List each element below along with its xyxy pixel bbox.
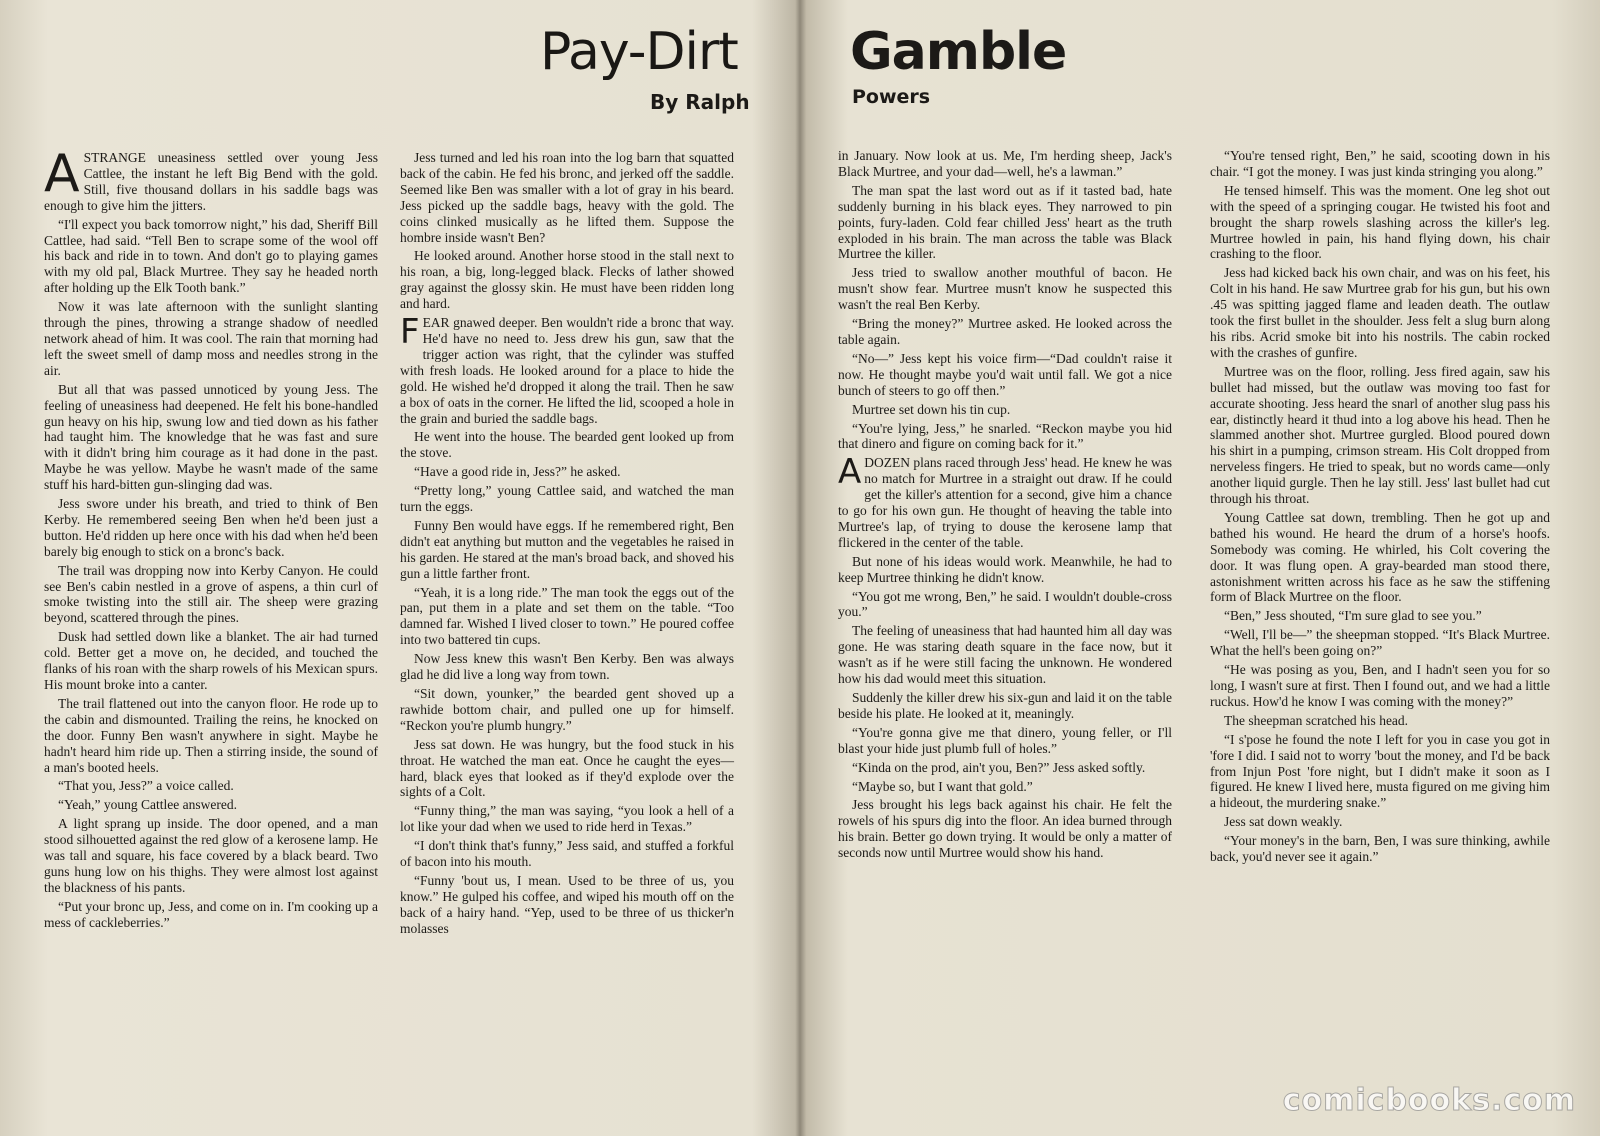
- paragraph: Now it was late afternoon with the sunlight slanting through the pines, throwing a strange shadow of needled network ahead of him. It was cool. The rain that morning had left the sweet smell of damp moss and needles strong in the air.: [44, 299, 378, 378]
- paragraph: A light sprang up inside. The door opened, and a man stood silhouetted against the red glow of a kerosene lamp. He was tall and square, his face covered by a black beard. Two guns hung low on his thighs. They were almost lost against the blackness of his pants.: [44, 816, 378, 895]
- drop-cap: F: [400, 312, 420, 353]
- paragraph: He tensed himself. This was the moment. One leg shot out with the speed of a springing cougar. He twisted his foot and brought the sharp rowels slashing across the killer's leg. Murtree howled in pain, his hand flying down, his chair crashing to the floor.: [1210, 182, 1550, 262]
- paragraph: “Put your bronc up, Jess, and come on in. I'm cooking up a mess of cackleberries.”: [44, 898, 378, 930]
- byline-right: Powers: [852, 86, 931, 108]
- right-page: [810, 0, 1600, 1136]
- paragraph: Jess sat down. He was hungry, but the food stuck in his throat. He watched the man eat. Once he caught the eyes—hard, black eyes that looked as if they'd explode over the sights of a Colt.: [400, 736, 734, 800]
- drop-cap: A: [44, 144, 80, 204]
- paragraph: Funny Ben would have eggs. If he remembered right, Ben didn't eat anything but mutton and the vegetables he raised in his garden. He stared at the man's broad back, and shoved his gun a little farther front.: [400, 517, 734, 581]
- story-title-right: Gamble: [850, 22, 1067, 82]
- paragraph: FEAR gnawed deeper. Ben wouldn't ride a bronc that way. He'd have no need to. Jess drew his gun, saw that the trigger action was right, that the cylinder was stuffed with fresh loads. He looked around for a place to hide the gold. He wished he'd dropped it along the trail. Then he saw a box of oats in the corner. He lifted the lid, scooped a hole in the grain and buried the saddle bags.: [400, 312, 734, 426]
- paragraph: Jess tried to swallow another mouthful of bacon. He musn't show fear. Murtree musn't know he suspected this wasn't the real Ben Kerby.: [838, 265, 1172, 313]
- paragraph: Suddenly the killer drew his six-gun and laid it on the table beside his plate. He looked at it, meaningly.: [838, 690, 1172, 721]
- paragraph: “Pretty long,” young Cattlee said, and watched the man turn the eggs.: [400, 483, 734, 515]
- paragraph: Now Jess knew this wasn't Ben Kerby. Ben was always glad he did live a long way from town.: [400, 651, 734, 683]
- paragraph: Murtree set down his tin cup.: [852, 401, 1011, 417]
- paragraph: Murtree was on the floor, rolling. Jess fired again, saw his bullet had missed, but the outlaw was moving too fast for accurate shooting. Jess heard the snarl of another slug pass his ear, distinctly heard it thud into a log above his head. Then he slammed another shot. Murtree gurgled. Blood poured down his shirt in a pumping, crimson stream. His Colt dropped from nerveless fingers. He tried to speak, but no words came—only another liquid gurgle. Then he lay still. Jess' last bullet had cut through his throat.: [1210, 363, 1550, 507]
- watermark: comicbooks.com: [1282, 1083, 1576, 1118]
- paragraph: ASTRANGE uneasiness settled over young Jess Cattlee, the instant he left Big Bend with the gold. Still, five thousand dollars in his saddle bags was enough to give him the jitters.: [44, 144, 378, 213]
- column-1: [44, 144, 378, 934]
- paragraph: The feeling of uneasiness that had haunted him all day was gone. He was staring death square in the face now, but it wasn't as if he were still facing the unknown. He wondered how his dad would meet this situation.: [838, 623, 1172, 687]
- paragraph: The trail was dropping now into Kerby Canyon. He could see Ben's cabin nestled in a grove of aspens, a thin curl of smoke twisting into the still air. The sheep were grazing beyond, scattered through the pines.: [44, 562, 378, 626]
- column-4: [1210, 148, 1550, 868]
- paragraph: Jess swore under his breath, and tried to think of Ben Kerby. He remembered seeing Ben when he'd been just a button. He'd ridden up here once with his dad when he'd been barely big enough to stick on a bronc's back.: [44, 496, 378, 559]
- paragraph: Jess had kicked back his own chair, and was on his feet, his Colt in his hand. He saw Murtree grab for his gun, but his own .45 was spitting jagged flame and leaden death. The outlaw took the first bullet in the shoulder. Jess felt a slug burn along his ribs. Acrid smoke bit into his nostrils. The cabin rocked with the crashes of gunfire.: [1210, 265, 1550, 360]
- paragraph: The sheepman scratched his head.: [1224, 712, 1409, 728]
- paragraph: He went into the house. The bearded gent looked up from the stove.: [400, 429, 734, 461]
- paragraph: in January. Now look at us. Me, I'm herding sheep, Jack's Black Murtree, and your dad—well, he's a lawman.”: [838, 148, 1172, 179]
- paragraph: “Have a good ride in, Jess?” he asked.: [414, 464, 621, 480]
- paragraph: He looked around. Another horse stood in the stall next to his roan, a big, long-legged black. Flecks of lather showed gray against the glossy skin. He must have been ridden long and hard.: [400, 248, 734, 312]
- paragraph: “Sit down, younker,” the bearded gent shoved up a rawhide bottom chair, and pulled one up for himself. “Reckon you're plumb hungry.”: [400, 686, 734, 733]
- paragraph: “I'll expect you back tomorrow night,” his dad, Sheriff Bill Cattlee, had said. “Tell Ben to scrape some of the wool off his back and ride in to town. And don't go to playing games with my old pal, Black Murtree. They say he headed north after holding up the Elk Tooth bank.”: [44, 216, 378, 296]
- drop-cap: A: [838, 452, 862, 493]
- paragraph: Jess sat down weakly.: [1224, 814, 1343, 830]
- paragraph: ADOZEN plans raced through Jess' head. He knew he was no match for Murtree in a straight out draw. If he could get the killer's attention for a second, give him a chance to go for his own gun. He thought of heaving the table into Murtree's lap, of trying to douse the kerosene lamp that flickered in the center of the table.: [838, 452, 1172, 550]
- story-title-left: Pay-Dirt: [540, 22, 738, 82]
- paragraph: “Maybe so, but I want that gold.”: [852, 778, 1033, 794]
- paragraph: “That you, Jess?” a voice called.: [58, 778, 234, 794]
- paragraph: Jess turned and led his roan into the log barn that squatted back of the cabin. He fed his bronc, and jerked off the saddle. Seemed like Ben was smaller with a lot of gray in his beard. Jess picked up the saddle bags, heavy with the gold. The coins clinked musically as he lifted them. Suppose the hombre inside wasn't Ben?: [400, 150, 734, 245]
- paragraph: “He was posing as you, Ben, and I hadn't seen you for so long, I wasn't sure at first. Then I found out, and we had a little ruckus. How'd he know I was coming with the money?”: [1210, 662, 1550, 709]
- paragraph: “You're lying, Jess,” he snarled. “Reckon maybe you hid that dinero and figure on coming back for it.”: [838, 420, 1172, 452]
- paragraph: “Funny thing,” the man was saying, “you look a hell of a lot like your dad when we used to ride herd in Texas.”: [400, 803, 734, 835]
- column-3: [838, 148, 1172, 864]
- paragraph: The man spat the last word out as if it tasted bad, hate suddenly burning in his black eyes. They narrowed to pin points, fury-laden. Cold fear chilled Jess' heart as the truth exploded in his brain. The man across the table was Black Murtree the killer.: [838, 182, 1172, 262]
- paragraph: “No—” Jess kept his voice firm—“Dad couldn't raise it now. He thought maybe you'd wait until fall. We got a nice bunch of steers to go off then.”: [838, 350, 1172, 398]
- paragraph: “You're tensed right, Ben,” he said, scooting down in his chair. “I got the money. I was just kinda stringing you along.”: [1210, 148, 1550, 179]
- paragraph: “Well, I'll be—” the sheepman stopped. “It's Black Murtree. What the hell's been going on?”: [1210, 627, 1550, 659]
- paragraph: “Funny 'bout us, I mean. Used to be three of us, you know.” He gulped his coffee, and wiped his mouth off on the back of a hairy hand. “Yep, used to be three of us thicker'n molasses: [400, 872, 734, 936]
- paragraph: Jess brought his legs back against his chair. He felt the rowels of his spurs dig into the floor. An idea burned through his brain. Better go down trying. It would be only a matter of seconds now until Murtree would show his hand.: [838, 797, 1172, 861]
- paragraph: “Kinda on the prod, ain't you, Ben?” Jess asked softly.: [852, 759, 1146, 775]
- paragraph: “I don't think that's funny,” Jess said, and stuffed a forkful of bacon into his mouth.: [400, 838, 734, 870]
- paragraph: “Your money's in the barn, Ben, I was sure thinking, awhile back, you'd never see it again.”: [1210, 833, 1550, 865]
- paragraph: Young Cattlee sat down, trembling. Then he got up and bathed his wound. He heard the drum of a horse's hoofs. Somebody was coming. He whirled, his Colt covering the door. It was flung open. A gray-bearded man stood there, astonishment written across his face as he saw the stiffening form of Black Murtree on the floor.: [1210, 509, 1550, 605]
- paragraph: “Yeah, it is a long ride.” The man took the eggs out of the pan, put them in a plate and set them on the table. “Too damned far. Wished I lived closer to town.” He poured coffee into two battered tin cups.: [400, 584, 734, 648]
- paragraph: “Yeah,” young Cattlee answered.: [58, 797, 237, 813]
- paragraph: “You're gonna give me that dinero, young feller, or I'll blast your hide just plumb full of holes.”: [838, 724, 1172, 756]
- paragraph: “I s'pose he found the note I left for you in case you got in 'fore I did. I said not to worry 'bout the money, and I'd be back from Injun Post 'fore night, but I didn't make it soon as I figured. He knew I lived here, musta figured on me giving him a hideout, the murdering snake.”: [1210, 731, 1550, 811]
- paragraph: But all that was passed unnoticed by young Jess. The feeling of uneasiness had deepened. He felt his bone-handled gun heavy on his hip, swung low and tied down as his father had taught him. The knowledge that he was fast and sure with it didn't bring him courage as it had done in the past. Maybe he was yellow. Maybe he wasn't made of the same stuff his hard-bitten gun-slinging dad was.: [44, 381, 378, 493]
- paragraph: Dusk had settled down like a blanket. The air had turned cold. Better get a move on, he decided, and touched the flanks of his roan with the sharp rowels of his Mexican spurs. His mount broke into a canter.: [44, 629, 378, 692]
- paragraph: The trail flattened out into the canyon floor. He rode up to the cabin and dismounted. Trailing the reins, he knocked on the door. Funny Ben wasn't anywhere in sight. Maybe he hadn't heard him ride up. Then a stirring inside, the sound of a man's booted heels.: [44, 695, 378, 775]
- paragraph: “You got me wrong, Ben,” he said. I wouldn't double-cross you.”: [838, 588, 1172, 620]
- paragraph: But none of his ideas would work. Meanwhile, he had to keep Murtree thinking he didn't know.: [838, 553, 1172, 585]
- column-2: [400, 150, 734, 940]
- byline-left: By Ralph: [650, 90, 750, 114]
- paragraph: “Ben,” Jess shouted, “I'm sure glad to see you.”: [1224, 608, 1482, 624]
- paragraph: “Bring the money?” Murtree asked. He looked across the table again.: [838, 316, 1172, 347]
